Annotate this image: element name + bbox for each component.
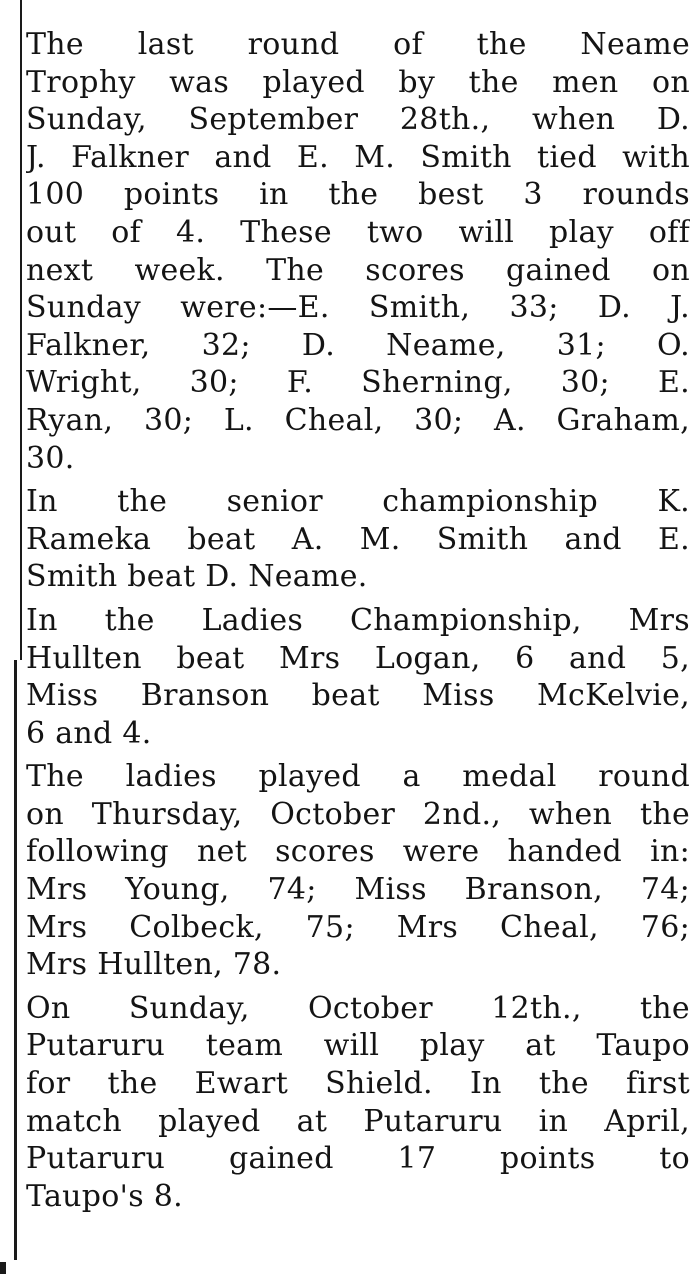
text-line: Sunday, September 28th., when D. [26,102,690,138]
text-line: match played at Putaruru in April, [26,1103,690,1139]
text-line: Taupo's 8. [26,1178,183,1214]
text-line: Mrs Colbeck, 75; Mrs Cheal, 76; [26,909,690,945]
text-line: Putaruru team will play at Taupo [26,1028,690,1064]
column-rule-lower [14,660,17,1260]
text-line: Wright, 30; F. Sherning, 30; E. [26,365,690,401]
paragraph-ladies-championship [26,602,690,752]
text-line: 30. [26,440,75,476]
text-line: Sunday were:—E. Smith, 33; D. J. [26,290,690,326]
text-line: In the Ladies Championship, Mrs [26,602,690,638]
paragraph-senior-championship [26,483,690,596]
text-line: for the Ewart Shield. In the first [26,1066,690,1102]
text-line: Rameka beat A. M. Smith and E. [26,521,690,557]
text-line: J. Falkner and E. M. Smith tied with [26,139,690,175]
text-line: 100 points in the best 3 rounds [26,177,690,213]
print-speck [0,1262,6,1274]
paragraph-ladies-medal-round [26,758,690,984]
text-line: 6 and 4. [26,715,152,751]
text-line: The last round of the Neame [26,27,690,62]
text-line: following net scores were handed in: [26,834,690,870]
text-line: Hullten beat Mrs Logan, 6 and 5, [26,640,690,676]
column-rule-upper [20,0,22,660]
paragraph-neame-trophy [26,26,690,477]
text-line: out of 4. These two will play off [26,214,690,250]
text-line: The ladies played a medal round [26,759,690,795]
text-line: In the senior championship K. [26,484,690,520]
text-line: Miss Branson beat Miss McKelvie, [26,678,690,714]
paragraph-ewart-shield [26,990,690,1216]
article-column [26,26,690,1221]
text-line: Ryan, 30; L. Cheal, 30; A. Graham, [26,402,690,438]
text-line: Mrs Young, 74; Miss Branson, 74; [26,872,690,908]
text-line: on Thursday, October 2nd., when the [26,796,690,832]
text-line: Smith beat D. Neame. [26,559,368,595]
text-line: Trophy was played by the men on [26,64,690,100]
text-line: On Sunday, October 12th., the [26,990,690,1026]
text-line: Falkner, 32; D. Neame, 31; O. [26,327,690,363]
text-line: Putaruru gained 17 points to [26,1141,690,1177]
text-line: next week. The scores gained on [26,252,690,288]
text-line: Mrs Hullten, 78. [26,947,282,983]
